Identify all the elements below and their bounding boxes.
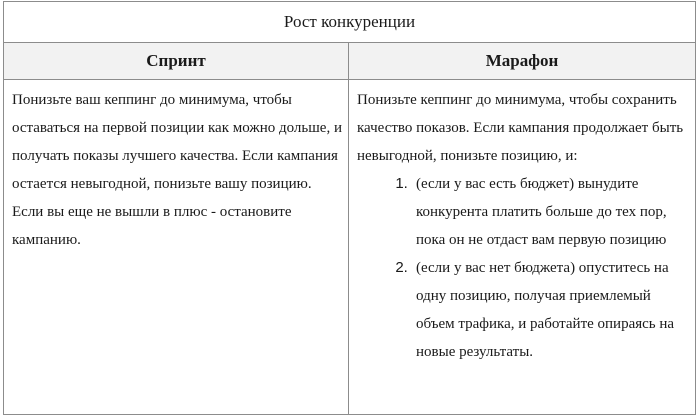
marathon-list xyxy=(357,170,689,366)
list-item: 2. (если у вас нет бюджета) опуститесь на одну позицию, получая приемлемый объем трафика, и работайте опираясь на новые результаты. xyxy=(412,254,689,366)
marathon-cell xyxy=(357,86,689,366)
header-row xyxy=(4,43,695,80)
column-header-sprint: Спринт xyxy=(146,51,206,70)
sprint-text: Понизьте ваш кеппинг до минимума, чтобы оставаться на первой позиции как можно дольше, и получать показы лучшего качества. Если кампания остается невыгодной, понизьте вашу позицию. Если вы еще не вышли в плюс - остановите кампанию. xyxy=(12,92,342,248)
column-divider xyxy=(348,43,349,414)
table-title: Рост конкуренции xyxy=(4,2,695,43)
competition-table xyxy=(3,1,696,415)
column-header-marathon: Марафон xyxy=(485,51,559,70)
marathon-text: Понизьте кеппинг до минимума, чтобы сохранить качество показов. Если кампания продолжает быть невыгодной, понизьте позицию, и: xyxy=(357,92,684,164)
list-item: 1. (если у вас есть бюджет) вынудите конкурента платить больше до тех пор, пока он не отдаст вам первую позицию xyxy=(412,170,689,254)
sprint-cell xyxy=(12,86,342,254)
